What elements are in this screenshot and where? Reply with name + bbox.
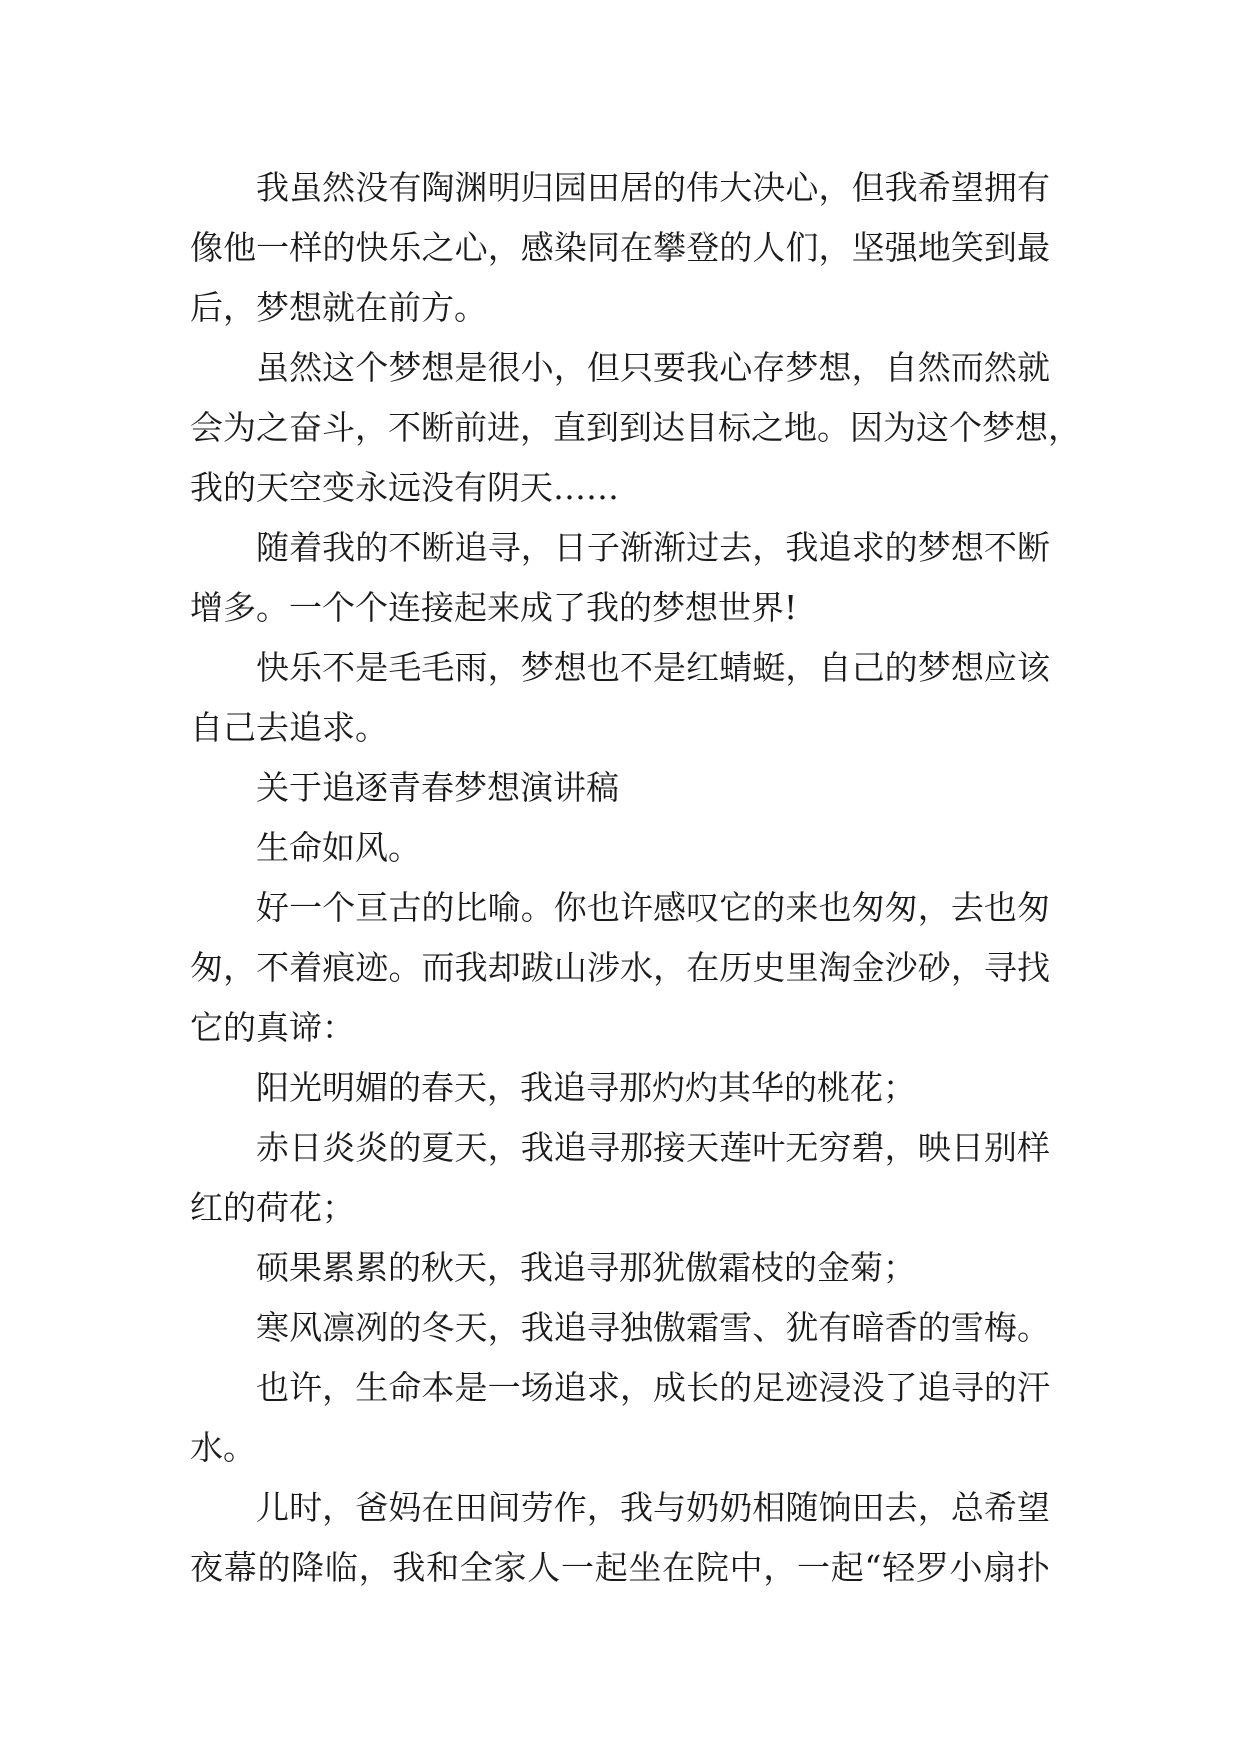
text-line: 我虽然没有陶渊明归园田居的伟大决心，但我希望拥有 [256,168,1050,207]
text-line: 快乐不是毛毛雨，梦想也不是红蜻蜓，自己的梦想应该 [256,648,1050,687]
text-line: 红的荷花； [190,1188,355,1227]
text-line: 自己去追求。 [190,708,388,747]
text-line: 生命如风。 [256,828,421,867]
text-line: 匆，不着痕迹。而我却跋山涉水，在历史里淘金沙砂，寻找 [190,948,1050,987]
text-line: 它的真谛： [190,1008,355,1047]
text-line: 赤日炎炎的夏天，我追寻那接天莲叶无穷碧，映日别样 [256,1128,1050,1167]
text-line: 会为之奋斗，不断前进，直到到达目标之地。因为这个梦想， [190,408,1081,447]
text-line: 水。 [190,1428,256,1467]
document-body [190,158,1081,1598]
text-line: 寒风凛冽的冬天，我追寻独傲霜雪、犹有暗香的雪梅。 [256,1308,1050,1347]
text-line: 我的天空变永远没有阴天…… [190,468,619,507]
text-line: 也许，生命本是一场追求，成长的足迹浸没了追寻的汗 [256,1368,1050,1407]
text-line: 虽然这个梦想是很小，但只要我心存梦想，自然而然就 [256,348,1050,387]
text-line: 像他一样的快乐之心，感染同在攀登的人们，坚强地笑到最 [190,228,1050,267]
text-line: 好一个亘古的比喻。你也许感叹它的来也匆匆，去也匆 [256,888,1050,927]
section-title: 关于追逐青春梦想演讲稿 [256,768,619,807]
text-line: 夜幕的降临，我和全家人一起坐在院中，一起“轻罗小扇扑 [190,1548,1050,1587]
text-line: 硕果累累的秋天，我追寻那犹傲霜枝的金菊； [256,1248,916,1287]
text-line: 后，梦想就在前方。 [190,288,487,327]
text-line: 阳光明媚的春天，我追寻那灼灼其华的桃花； [256,1068,916,1107]
text-line: 儿时，爸妈在田间劳作，我与奶奶相随饷田去，总希望 [256,1488,1050,1527]
text-line: 增多。一个个连接起来成了我的梦想世界! [190,588,798,627]
text-line: 随着我的不断追寻，日子渐渐过去，我追求的梦想不断 [256,528,1050,567]
